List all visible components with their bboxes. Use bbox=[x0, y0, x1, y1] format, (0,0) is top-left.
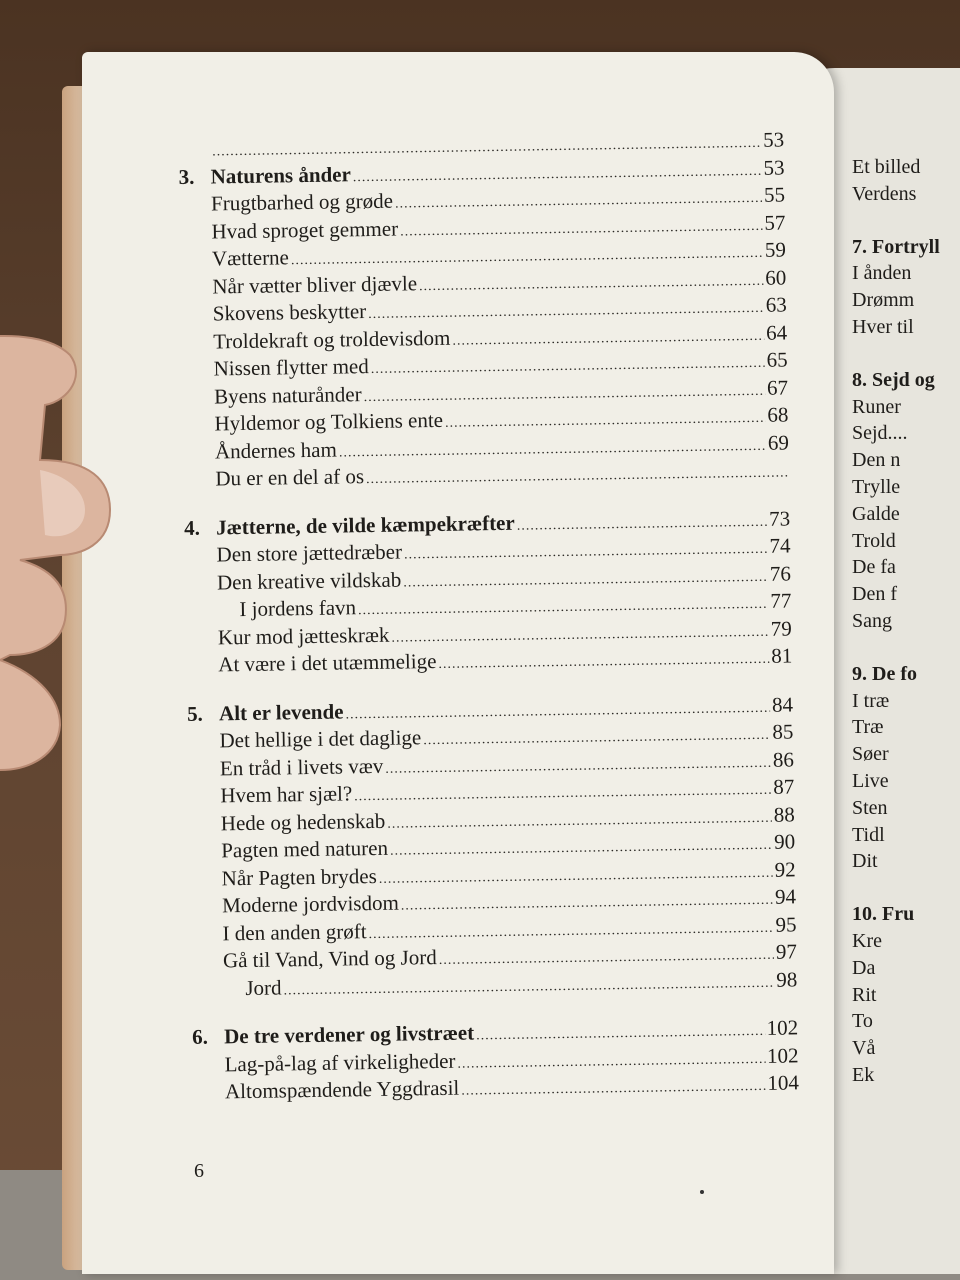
right-entry: Sang bbox=[852, 609, 892, 632]
entry-title: Du er en del af os bbox=[215, 464, 365, 491]
right-entry: I ånden bbox=[852, 262, 912, 285]
toc-page-number: 53 bbox=[762, 127, 785, 152]
entry-title: Pagten med naturen bbox=[221, 835, 389, 863]
entry-page: 92 bbox=[774, 856, 796, 882]
entry-title: Hvem har sjæl? bbox=[220, 781, 353, 808]
right-chapter-heading: 9. De fo bbox=[852, 662, 917, 685]
right-chapter-heading: 8. Sejd og bbox=[852, 368, 935, 391]
entry-title: Lag-på-lag af virkeligheder bbox=[224, 1048, 456, 1076]
chapter-title: Naturens ånder bbox=[210, 161, 352, 188]
entry-title: Moderne jordvisdom bbox=[221, 890, 399, 918]
entry-title: Når Pagten brydes bbox=[221, 863, 377, 890]
entry-title: Hede og hedenskab bbox=[220, 808, 386, 835]
entry-page: 81 bbox=[771, 643, 793, 668]
entry-page: 67 bbox=[766, 374, 789, 400]
entry-title: Skovens beskytter bbox=[212, 299, 367, 326]
entry-title: Kur mod jætteskræk bbox=[217, 622, 390, 649]
entry-title: Vætterne bbox=[211, 245, 290, 271]
entry-page: 69 bbox=[767, 429, 790, 455]
entry-page: 97 bbox=[775, 939, 798, 964]
right-entry: Søer bbox=[852, 743, 889, 766]
entry-page: 65 bbox=[766, 347, 788, 372]
chapter-number: 4. bbox=[183, 515, 201, 540]
right-entry: Dit bbox=[852, 850, 878, 873]
ink-speck bbox=[700, 1190, 704, 1194]
right-chapter-heading: 7. Fortryll bbox=[852, 235, 940, 258]
entry-page: 94 bbox=[774, 884, 797, 909]
dot-leader bbox=[461, 1073, 766, 1105]
chapter-page: 102 bbox=[766, 1015, 799, 1040]
entry-title: Nissen flytter med bbox=[213, 354, 369, 381]
entry-page: 74 bbox=[769, 533, 791, 558]
entry-page: 79 bbox=[770, 615, 792, 641]
right-entry: Kre bbox=[852, 929, 882, 952]
dot-leader bbox=[517, 508, 768, 539]
entry-title: Det hellige i det daglige bbox=[219, 725, 422, 753]
right-entry bbox=[852, 875, 960, 901]
toc-chapter bbox=[192, 1014, 799, 1106]
toc-chapter bbox=[187, 691, 798, 1003]
entry-title: Jord bbox=[245, 974, 282, 1000]
entry-page: 90 bbox=[773, 829, 796, 854]
page-number: 6 bbox=[194, 1160, 204, 1182]
right-entry: Den n bbox=[852, 449, 901, 472]
chapter-title: Alt er levende bbox=[218, 698, 344, 725]
entry-page: 86 bbox=[772, 746, 795, 772]
right-entry: Sejd.... bbox=[852, 422, 908, 445]
right-entry: Live bbox=[852, 769, 889, 792]
right-entry: To bbox=[852, 1010, 873, 1033]
entry-title: I jordens favn bbox=[239, 595, 357, 622]
chapter-title: De tre verdener og livstræet bbox=[223, 1020, 475, 1049]
entry-title: Byens naturånder bbox=[213, 381, 362, 408]
entry-page: 98 bbox=[776, 966, 798, 992]
right-entry: Et billed bbox=[852, 156, 921, 178]
toc-chapter bbox=[184, 505, 793, 679]
entry-page: 64 bbox=[765, 319, 788, 345]
entry-page: 59 bbox=[764, 237, 787, 262]
entry-page: 95 bbox=[775, 911, 797, 937]
entry-title: I den anden grøft bbox=[222, 918, 367, 945]
entry-page: 68 bbox=[767, 402, 789, 427]
dot-leader bbox=[366, 459, 788, 493]
right-entry: Runer bbox=[852, 395, 901, 418]
right-entry: Sten bbox=[852, 796, 888, 819]
entry-page: 85 bbox=[772, 719, 794, 744]
chapter-title: Jætterne, de vilde kæmpekræfter bbox=[215, 510, 515, 539]
chapter-number: 5. bbox=[186, 701, 204, 726]
entry-page: 57 bbox=[764, 209, 786, 235]
entry-page: 102 bbox=[766, 1042, 799, 1068]
entry-title: Altomspændende Yggdrasil bbox=[224, 1075, 460, 1104]
entry-page: 88 bbox=[773, 801, 795, 827]
entry-page: 60 bbox=[765, 264, 787, 290]
entry-title: Den store jættedræber bbox=[216, 539, 403, 567]
right-entry: Træ bbox=[852, 716, 884, 739]
dot-leader bbox=[438, 646, 769, 679]
hand bbox=[0, 330, 150, 800]
right-entry bbox=[852, 208, 960, 234]
entry-title: En tråd i livets væv bbox=[219, 753, 384, 780]
entry-page: 77 bbox=[770, 588, 792, 613]
entry-title: Hvad sproget gemmer bbox=[211, 216, 399, 243]
table-of-contents bbox=[178, 126, 799, 1127]
entry-title: Frugtbarhed og grøde bbox=[210, 188, 394, 216]
chapter-number: 3. bbox=[178, 164, 195, 189]
entry-title: Den kreative vildskab bbox=[216, 567, 402, 594]
entry-title: Når vætter bliver djævle bbox=[212, 270, 418, 298]
right-entry: I træ bbox=[852, 689, 890, 712]
right-entry: Den f bbox=[852, 583, 897, 606]
right-entry: Galde bbox=[852, 502, 900, 525]
right-entry bbox=[852, 635, 960, 661]
entry-page: 87 bbox=[773, 774, 795, 799]
entry-title: Hyldemor og Tolkiens ente bbox=[214, 407, 444, 436]
entry-title: Åndernes ham bbox=[214, 437, 338, 463]
right-entry: Ek bbox=[852, 1063, 875, 1086]
right-entry: Tidl bbox=[852, 823, 885, 846]
right-page-toc bbox=[852, 154, 960, 1089]
chapter-page: 84 bbox=[771, 691, 794, 717]
chapter-page: 53 bbox=[763, 154, 785, 180]
dot-leader bbox=[283, 969, 774, 1004]
entry-title: Troldekraft og troldevisdom bbox=[213, 325, 451, 353]
entry-page: 104 bbox=[767, 1070, 800, 1095]
entry-title: At være i det utæmmelige bbox=[218, 649, 437, 677]
entry-page: 63 bbox=[765, 292, 787, 317]
right-entry: Trold bbox=[852, 529, 896, 552]
toc-chapter bbox=[178, 154, 789, 493]
right-entry: De fa bbox=[852, 556, 896, 579]
chapter-number: 6. bbox=[191, 1024, 209, 1049]
right-entry: Vå bbox=[852, 1037, 876, 1060]
right-entry bbox=[852, 341, 960, 367]
entry-page: 76 bbox=[769, 560, 792, 586]
right-entry: Trylle bbox=[852, 475, 901, 498]
right-chapter-heading: 10. Fru bbox=[852, 903, 915, 926]
entry-title: Gå til Vand, Vind og Jord bbox=[222, 945, 437, 973]
right-entry: Hver til bbox=[852, 315, 914, 338]
right-entry: Drømm bbox=[852, 289, 915, 312]
entry-page: 55 bbox=[763, 182, 786, 207]
right-entry: Rit bbox=[852, 983, 877, 1006]
right-entry: Verdens bbox=[852, 182, 917, 205]
chapter-page: 73 bbox=[768, 505, 791, 531]
right-entry: Da bbox=[852, 956, 876, 979]
